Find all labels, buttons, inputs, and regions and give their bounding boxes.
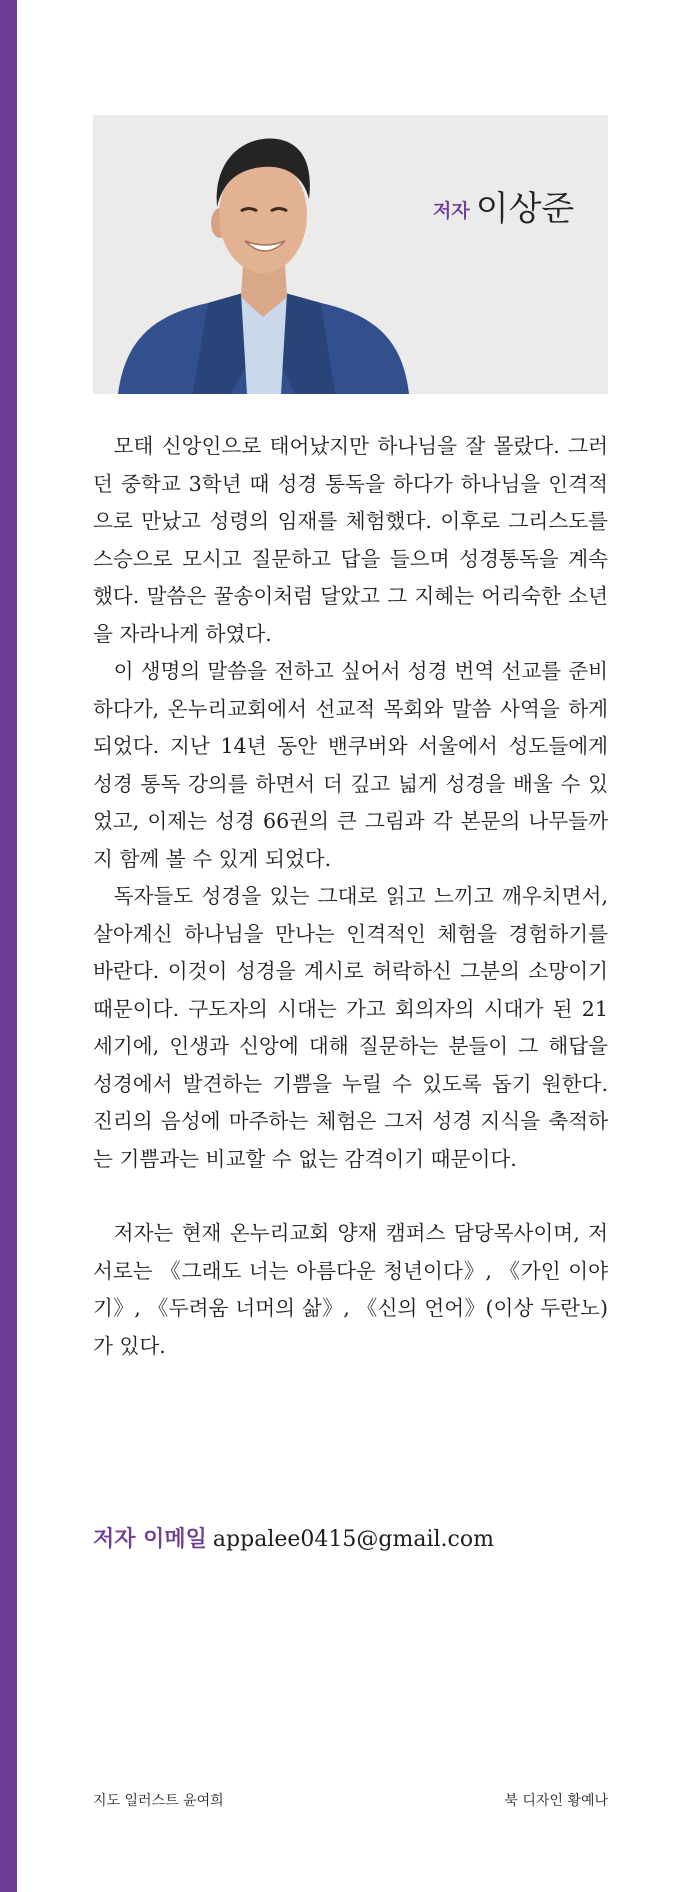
bio-paragraph: 저자는 현재 온누리교회 양재 캠퍼스 담당목사이며, 저서로는 《그래도 너는 아름다운 청년이다》, 《가인 이야기》, 《두려움 너머의 삶》, 《신의 언어》(이상 두란노)가 있다. <box>93 1221 608 1358</box>
author-profile-card <box>93 115 608 394</box>
email-label: 저자 이메일 <box>93 1527 207 1552</box>
design-credit: 북 디자인 황예나 <box>504 1793 608 1809</box>
author-biography <box>93 428 608 1365</box>
bio-paragraph: 이 생명의 말씀을 전하고 싶어서 성경 번역 선교를 준비하다가, 온누리교회에서 선교적 목회와 말씀 사역을 하게 되었다. 지난 14년 동안 밴쿠버와 서울에서 성도들에게 성경 통독 강의를 하면서 더 깊고 넓게 성경을 배울 수 있었고, 이제는 성경 66권의 큰 그림과 각 본문의 나무들까지 함께 볼 수 있게 되었다. <box>93 659 608 871</box>
bio-paragraph: 모태 신앙인으로 태어났지만 하나님을 잘 몰랐다. 그러던 중학교 3학년 때 성경 통독을 하다가 하나님을 인격적으로 만났고 성령의 임재를 체험했다. 이후로 그리스도를 스승으로 모시고 질문하고 답을 들으며 성경통독을 계속했다. 말씀은 꿀송이처럼 달았고 그 지혜는 어리숙한 소년을 자라나게 하였다. <box>93 434 608 646</box>
purple-spine-bar <box>0 0 17 1892</box>
email-address: appalee0415@gmail.com <box>212 1527 494 1552</box>
author-portrait-photo <box>113 115 413 394</box>
author-name: 이상준 <box>475 189 575 229</box>
author-heading <box>433 181 574 230</box>
author-email-line <box>93 1522 494 1553</box>
bio-paragraph: 독자들도 성경을 있는 그대로 읽고 느끼고 깨우치면서, 살아계신 하나님을 만나는 인격적인 체험을 경험하기를 바란다. 이것이 성경을 계시로 허락하신 그분의 소망이기 때문이다. 구도자의 시대는 가고 회의자의 시대가 된 21세기에, 인생과 신앙에 대해 질문하는 분들이 그 해답을 성경에서 발견하는 기쁨을 누릴 수 있도록 돕기 원한다. 진리의 음성에 마주하는 체험은 그저 성경 지식을 축적하는 기쁨과는 비교할 수 없는 감격이기 때문이다. <box>93 884 608 1171</box>
illustration-credit: 지도 일러스트 윤여희 <box>93 1793 224 1809</box>
author-role-label: 저자 <box>433 200 470 222</box>
